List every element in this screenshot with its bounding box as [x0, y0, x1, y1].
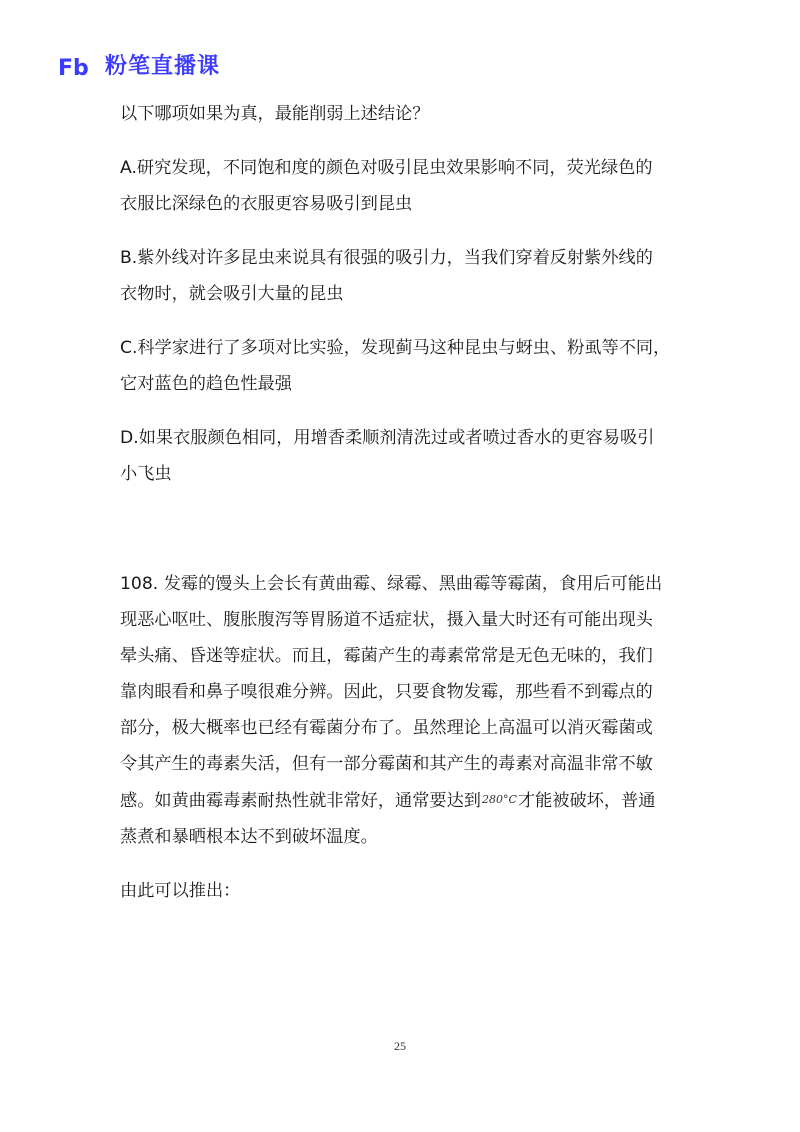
option-line: 衣服比深绿色的衣服更容易吸引到昆虫 — [120, 194, 413, 214]
option-line: 小飞虫 — [120, 464, 172, 484]
stem-text: 才能被破坏，普通 — [517, 791, 656, 811]
option-d — [120, 425, 685, 487]
temperature-value: 280°C — [481, 793, 517, 806]
brand-logo — [57, 52, 220, 82]
option-c — [120, 335, 685, 397]
option-b — [120, 245, 685, 307]
stem-text: 感。如黄曲霉毒素耐热性就非常好，通常要达到 — [120, 791, 481, 811]
stem-line: 108. 发霉的馒头上会长有黄曲霉、绿霉、黑曲霉等霉菌，食用后可能出 — [120, 574, 663, 594]
stem-line: 部分，极大概率也已经有霉菌分布了。虽然理论上高温可以消灭霉菌或 — [120, 718, 653, 738]
stem-line: 令其产生的毒素失活，但有一部分霉菌和其产生的毒素对高温非常不敏 — [120, 754, 653, 774]
option-line: B.紫外线对许多昆虫来说具有很强的吸引力，当我们穿着反射紫外线的 — [120, 248, 653, 268]
option-line: D.如果衣服颜色相同，用增香柔顺剂清洗过或者喷过香水的更容易吸引 — [120, 428, 655, 448]
stem-line: 靠肉眼看和鼻子嗅很难分辨。因此，只要食物发霉，那些看不到霉点的 — [120, 682, 653, 702]
question-prompt: 以下哪项如果为真，最能削弱上述结论？ — [120, 104, 430, 124]
page-content — [120, 101, 685, 904]
option-line: 它对蓝色的趋色性最强 — [120, 374, 292, 394]
stem-line: 现恶心呕吐、腹胀腹泻等胃肠道不适症状，摄入量大时还有可能出现头 — [120, 610, 653, 630]
option-a — [120, 155, 685, 217]
conclusion-prompt: 由此可以推出： — [120, 881, 241, 901]
brand-name: 粉笔直播课 — [105, 54, 221, 79]
stem-line: 蒸煮和暴晒根本达不到破坏温度。 — [120, 827, 378, 847]
fenbi-logo-icon — [57, 53, 97, 81]
page-number: 25 — [394, 1039, 406, 1053]
option-line: A.研究发现，不同饱和度的颜色对吸引昆虫效果影响不同，荧光绿色的 — [120, 158, 653, 178]
option-line: C.科学家进行了多项对比实验，发现蓟马这种昆虫与蚜虫、粉虱等不同， — [120, 338, 671, 358]
logo-mark-text: Fb — [58, 56, 89, 81]
stem-line: 晕头痛、昏迷等症状。而且，霉菌产生的毒素常常是无色无味的，我们 — [120, 646, 653, 666]
option-line: 衣物时，就会吸引大量的昆虫 — [120, 284, 344, 304]
stem-line-with-temperature — [120, 787, 685, 814]
question-108-stem — [120, 571, 685, 850]
